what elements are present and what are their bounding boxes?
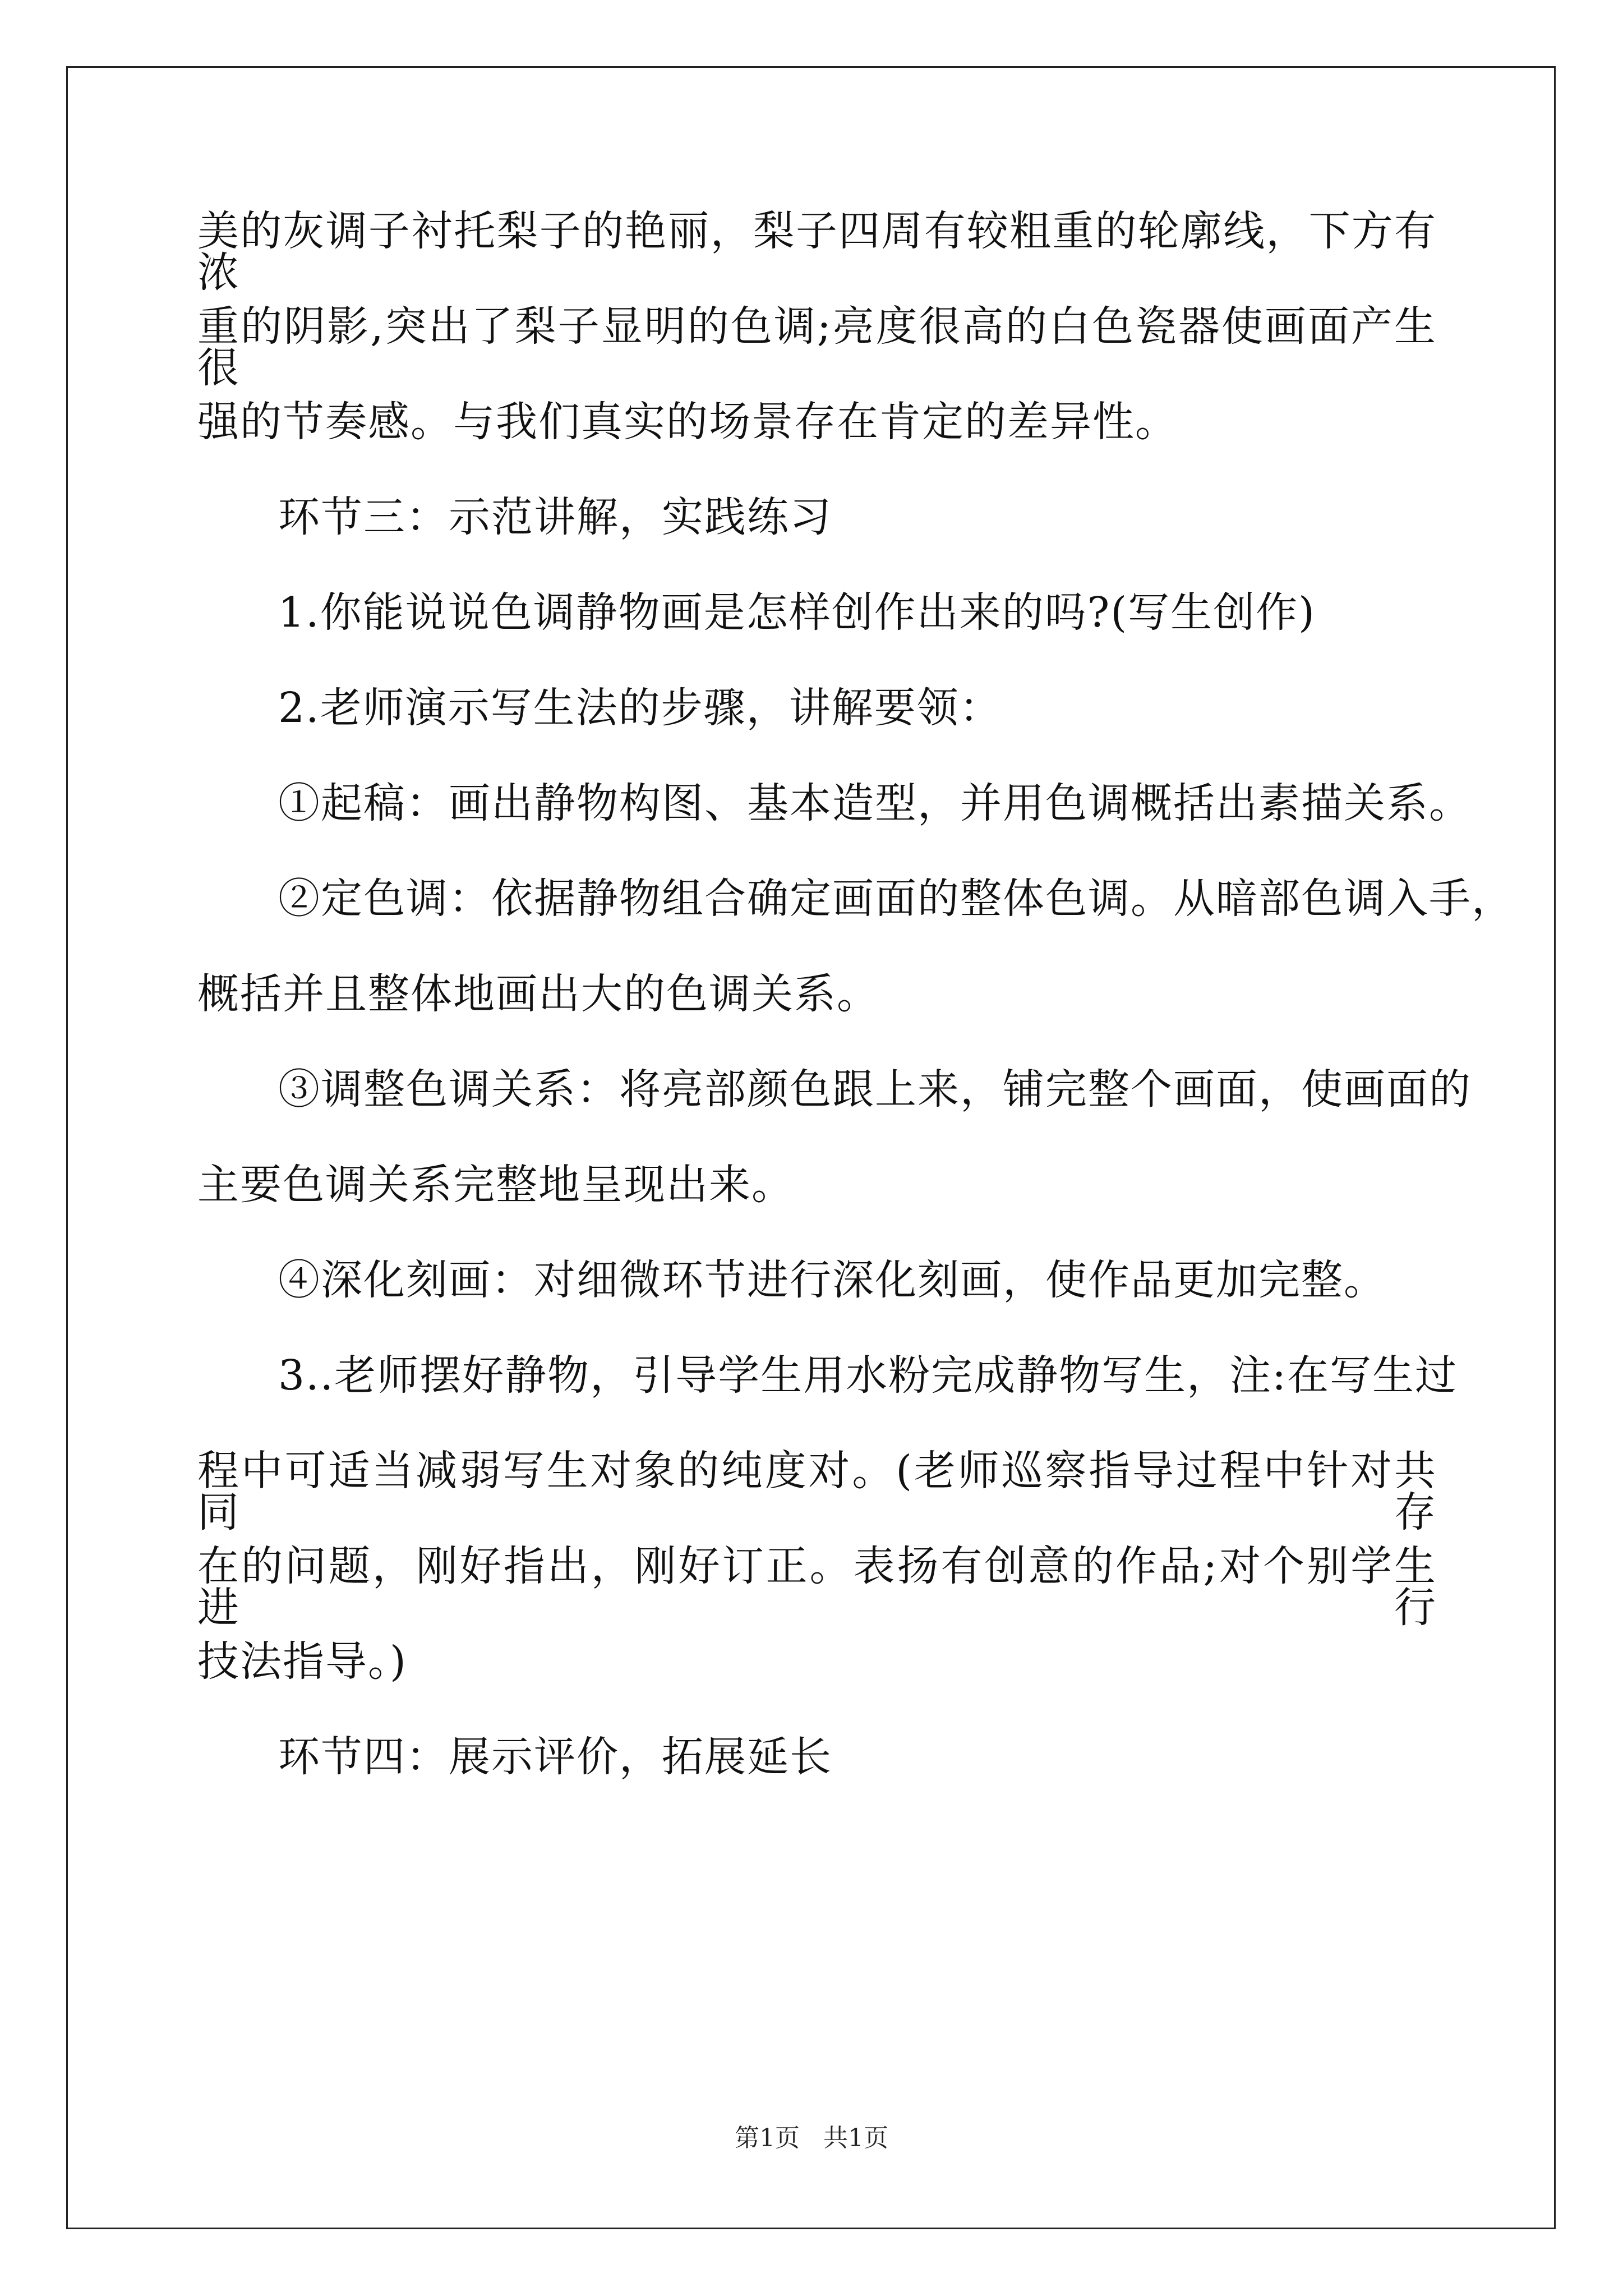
- paragraph-line: 重的阴影,突出了梨子显明的色调;亮度很高的白色瓷器使画面产生很: [197, 302, 1437, 392]
- page-border: [66, 66, 1556, 2229]
- step-item-continuation: 概括并且整体地画出大的色调关系。: [197, 970, 879, 1018]
- list-item-continuation: 在的问题，刚好指出，刚好订正。表扬有创意的作品;对个别学生进行: [197, 1542, 1437, 1632]
- list-item-continuation: 技法指导。): [197, 1637, 407, 1686]
- page-number: 第1页: [735, 2124, 800, 2152]
- page-total: 共1页: [823, 2124, 888, 2152]
- step-item: ③调整色调关系：将亮部颜色跟上来，铺完整个画面，使画面的: [278, 1065, 1472, 1114]
- section-heading: 环节四：展示评价，拓展延长: [278, 1733, 832, 1781]
- list-item: 3..老师摆好静物，引导学生用水粉完成静物写生，注:在写生过: [278, 1351, 1458, 1400]
- paragraph-line: 美的灰调子衬托梨子的艳丽，梨子四周有较粗重的轮廓线，下方有浓: [197, 207, 1437, 297]
- step-item: ①起稿：画出静物构图、基本造型，并用色调概括出素描关系。: [278, 779, 1472, 827]
- page-footer: [0, 2126, 1623, 2151]
- list-item: 2.老师演示写生法的步骤，讲解要领：: [278, 684, 1002, 732]
- section-heading: 环节三：示范讲解，实践练习: [278, 493, 832, 541]
- list-item: 1.你能说说色调静物画是怎样创作出来的吗?(写生创作): [278, 588, 1316, 637]
- step-item: ②定色调：依据静物组合确定画面的整体色调。从暗部色调入手，: [278, 875, 1514, 923]
- step-item-continuation: 主要色调关系完整地呈现出来。: [197, 1161, 794, 1209]
- list-item-continuation: 程中可适当减弱写生对象的纯度对。(老师巡察指导过程中针对共同存: [197, 1447, 1437, 1536]
- step-item: ④深化刻画：对细微环节进行深化刻画，使作品更加完整。: [278, 1256, 1386, 1304]
- paragraph-line: 强的节奏感。与我们真实的场景存在肯定的差异性。: [197, 398, 1178, 446]
